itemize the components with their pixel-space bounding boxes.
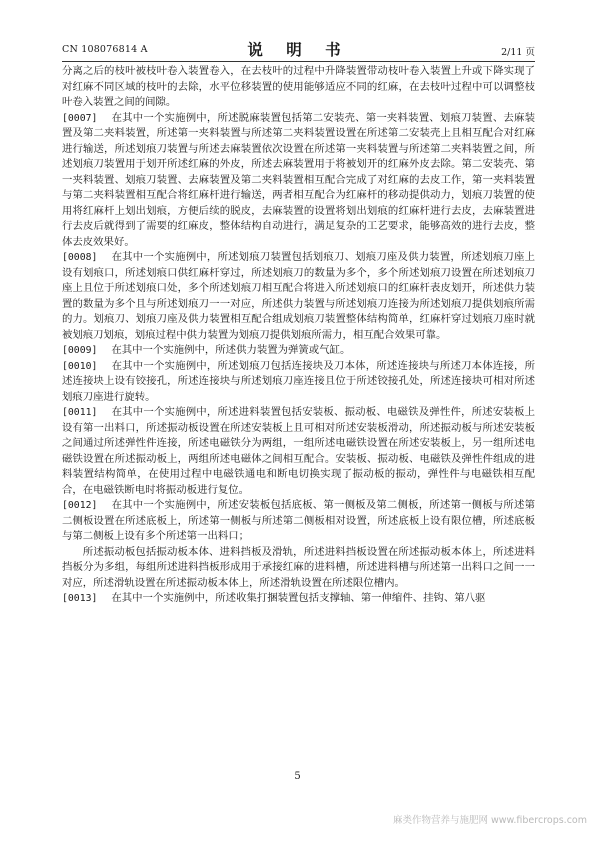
paragraph-number: [0009]: [62, 345, 98, 356]
paragraph-text: 在其中一个实施例中，所述收集打捆装置包括支撑轴、第一伸缩件、挂钩、第八驱: [111, 592, 486, 604]
page-number: 5: [294, 771, 301, 782]
lead-paragraph: 分离之后的枝叶被枝叶卷入装置卷入，在去枝叶的过程中升降装置带动枝叶卷入装置上升或下降实现了对红麻不同区域的枝叶的去除，水平位移装置的使用能够适应不同的红麻，在去枝叶过程中可以调整枝叶卷入装置之间的间隙。: [62, 65, 535, 108]
paragraph-text: 在其中一个实施例中，所述供力装置为弹簧或气缸。: [111, 344, 351, 356]
body-text: [62, 64, 535, 607]
paragraph-text: 在其中一个实施例中，所述安装板包括底板、第一侧板及第二侧板，所述第一侧板与所述第二侧板设置在所述底板上，所述第一侧板与所述第二侧板相对设置，所述底板上设有限位槽，所述底板与第二侧板上设有多个所述第一出料口；: [62, 499, 535, 542]
paragraph-number: [0008]: [62, 252, 98, 263]
document-title: 说 明 书: [247, 40, 350, 59]
document-number: CN 108076814 A: [62, 44, 148, 55]
paragraph-text: 在其中一个实施例中，所述脱麻装置包括第二安装壳、第一夹料装置、划痕刀装置、去麻装置及第二夹料装置，所述第一夹料装置与所述第二夹料装置设置在所述第二安装壳上且相互配合对红麻进行输送，所述划痕刀装置与所述去麻装置依次设置在所述第一夹料装置与所述第二夹料装置之间，所述划痕刀装置用于划开所述红麻的外皮，所述去麻装置用于将被划开的红麻外皮去除。第二安装壳、第一夹料装置、划痕刀装置、去麻装置及第二夹料装置相互配合完成了对红麻的去皮工作，第一夹料装置与第二夹料装置相互配合将红麻杆进行输送，两者相互配合为红麻杆的移动提供动力，划痕刀装置的使用将红麻杆上划出划痕，方便后续的脱皮，去麻装置的设置将划出划痕的红麻杆进行去皮，去麻装置进行去皮后就得到了需要的红麻皮，整体结构自动进行，满足复杂的工艺要求，能够高效的进行去皮，整体去皮效果好。: [62, 111, 535, 248]
paragraph-text: 所述振动板包括振动板本体、进料挡板及滑轨，所述进料挡板设置在所述振动板本体上，所述进料挡板分为多组，每组所述进料挡板形成用于承接红麻的进料槽，所述进料槽与所述第一出料口之间一一对应，所述滑轨设置在所述振动板本体上，所述滑轨设置在所述限位槽内。: [62, 545, 535, 589]
paragraph-number: [0010]: [62, 360, 98, 372]
page-count: 2/11 页: [501, 47, 535, 58]
paragraph-text: 在其中一个实施例中，所述进料装置包括安装板、振动板、电磁铁及弹性件，所述安装板上设有第一出料口，所述振动板设置在所述安装板上且可相对所述安装板滑动，所述振动板与所述安装板之间通过所述弹性件连接，所述电磁铁分为两组，一组所述电磁铁设置在所述安装板上，另一组所述电磁铁设置在所述振动板上，两组所述电磁体之间相互配合。安装板、振动板、电磁铁及弹性件组成的进料装置结构简单，在使用过程中电磁铁通电和断电切换实现了振动板的振动，弹性件与电磁铁相互配合，在电磁铁断电时将振动板进行复位。: [62, 406, 535, 496]
paragraph: [62, 498, 535, 545]
paragraph-text: 在其中一个实施例中，所述划痕刀包括连接块及刀本体，所述连接块与所述刀本体连接，所述连接块上设有铰接孔，所述连接块与所述划痕刀座连接且位于所述铰接孔处，所述连接块可相对所述划痕刀座进行旋转。: [62, 359, 535, 403]
paragraph-number: [0007]: [62, 112, 98, 124]
paragraph: [62, 405, 535, 498]
watermark: 麻类作物营养与施肥网 www.fibercrops.com: [392, 815, 587, 826]
paragraph-number: [0012]: [62, 500, 98, 511]
page-header: [62, 38, 535, 60]
paragraph: [62, 359, 535, 406]
paragraph: [62, 111, 535, 251]
paragraph: [62, 545, 535, 592]
header-rule: [62, 61, 535, 62]
paragraph-text: 在其中一个实施例中，所述划痕刀装置包括划痕刀、划痕刀座及供力装置，所述划痕刀座上设有划痕口，所述划痕口供红麻杆穿过，所述划痕刀的数量为多个，多个所述划痕刀设置在所述划痕刀座上且位于所述划痕口处，多个所述划痕刀相互配合将进入所述划痕口的红麻杆表皮划开，所述供力装置的数量为多个且与所述划痕刀一一对应，所述供力装置与所述划痕刀连接为所述划痕刀提供划痕所需的力。划痕刀、划痕刀座及供力装置相互配合组成划痕刀装置整体结构简单，红麻杆穿过划痕刀座时就被划痕刀划痕，划痕过程中供力装置为划痕刀提供划痕所需力，相互配合效果可靠。: [62, 251, 535, 341]
paragraph: [62, 591, 535, 607]
paragraph-list: [62, 111, 535, 607]
paragraph-number: [0013]: [62, 593, 98, 604]
paragraph-number: [0011]: [62, 407, 98, 418]
paragraph: [62, 250, 535, 343]
paragraph: [62, 343, 535, 359]
